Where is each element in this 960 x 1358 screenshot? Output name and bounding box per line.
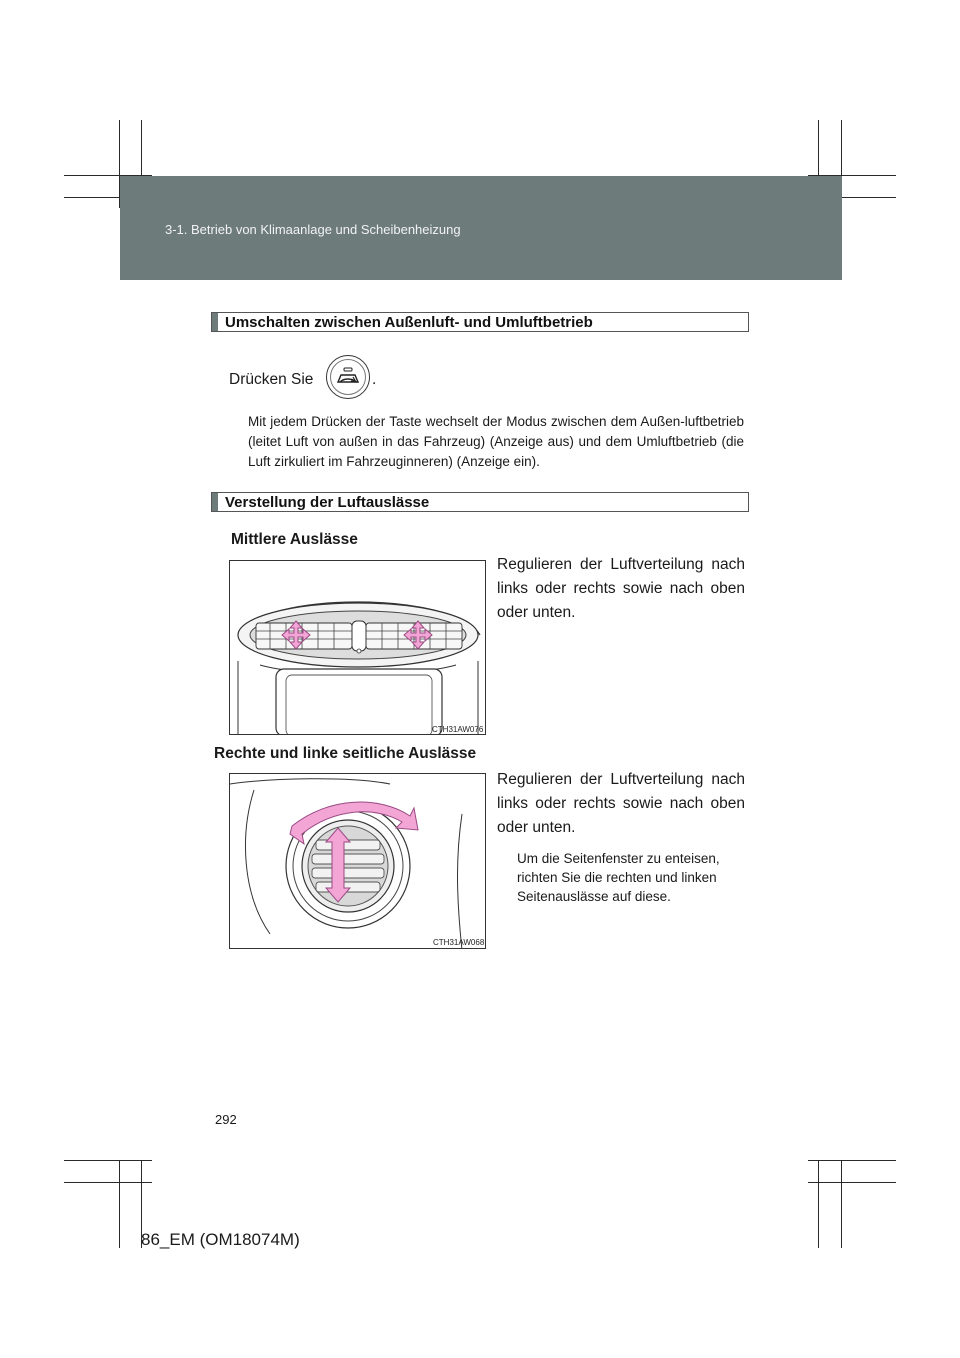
section-tab [212, 313, 218, 331]
figure-code: CTH31AW068 [433, 938, 485, 947]
instruction-suffix: . [372, 371, 377, 388]
side-outlets-note: Um die Seitenfenster zu enteisen, richten Sie die rechten und linken Seitenauslässe auf diese. [517, 851, 720, 904]
section-heading-label: Umschalten zwischen Außenluft- und Umluftbetrieb [225, 314, 593, 331]
section-heading-outlets [211, 492, 749, 512]
crop-mark [818, 1160, 819, 1248]
center-vents-figure [229, 560, 486, 735]
recirculation-note: Mit jedem Drücken der Taste wechselt der Modus zwischen dem Außen-luftbetrieb (leitet Luft von außen in das Fahrzeug) (Anzeige aus) und dem Umluftbetrieb (die Luft zirkuliert im Fahrzeuginneren) (Anzeige ein). [248, 414, 744, 469]
crop-mark [119, 1160, 120, 1248]
side-vent-figure [229, 773, 486, 949]
crop-mark [841, 1160, 842, 1248]
recirculation-button-icon [326, 355, 370, 399]
section-heading-label: Verstellung der Luftauslässe [225, 494, 430, 511]
page-number: 292 [215, 1112, 237, 1127]
side-outlets-heading: Rechte und linke seitliche Auslässe [214, 745, 477, 762]
crop-mark [64, 1182, 152, 1183]
footer-code: 86_EM (OM18074M) [141, 1230, 300, 1249]
section-heading-recirculation [211, 312, 749, 332]
instruction-prefix: Drücken Sie [229, 371, 314, 388]
crop-mark [808, 1160, 896, 1161]
figure-code: CTH31AW076 [432, 725, 484, 734]
side-outlets-text: Regulieren der Luftverteilung nach links oder rechts sowie nach oben oder unten. [497, 771, 745, 836]
center-outlets-text: Regulieren der Luftverteilung nach links oder rechts sowie nach oben oder unten. [497, 556, 745, 621]
crop-mark [808, 1182, 896, 1183]
chapter-title: 3-1. Betrieb von Klimaanlage und Scheibenheizung [165, 222, 461, 237]
crop-mark [64, 1160, 152, 1161]
instruction-text [229, 368, 313, 392]
section-tab [212, 493, 218, 511]
center-outlets-heading: Mittlere Auslässe [231, 531, 358, 548]
